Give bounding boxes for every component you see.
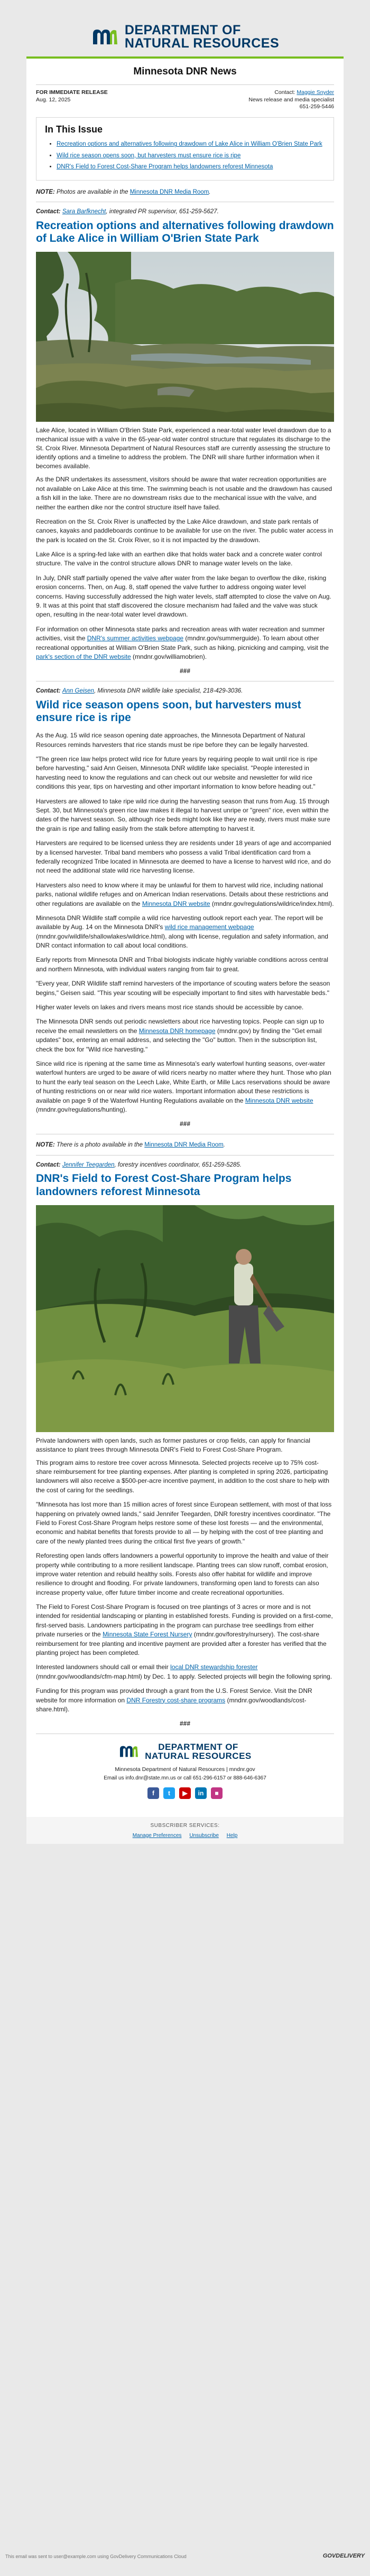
contact-suffix: , Minnesota DNR wildlife lake specialist, 218-429-3036. xyxy=(94,688,243,695)
story3-paragraph xyxy=(36,1687,334,1714)
text-run: (mndnr.gov/woodlands/cost-share.html). xyxy=(36,1696,307,1713)
hunting-regulations-link[interactable]: Minnesota DNR website xyxy=(245,1096,313,1104)
end-marker: ### xyxy=(179,1720,191,1728)
manage-preferences-link[interactable]: Manage Preferences xyxy=(132,1832,182,1839)
toc-item xyxy=(57,152,325,160)
text-run: Minnesota DNR Wildlife staff compile a wild rice harvesting outlook report each year. The report will be available by Aug. 14 on the Minnesota DNR's xyxy=(36,914,323,931)
note-suffix: . xyxy=(223,1142,225,1149)
story1-note: NOTE: Photos are available in the Minnesota DNR Media Room. xyxy=(36,188,211,195)
story2-paragraph xyxy=(36,1059,334,1114)
dnr-logo[interactable] xyxy=(91,24,279,50)
contact-suffix: , forestry incentives coordinator, 651-259-5285. xyxy=(114,1161,242,1168)
story2-paragraph: "The green rice law helps protect wild rice for future years by requiring people to wait until rice is ripe before harvesting," said Ann Geisen, Minnesota DNR wildlife lake specialist. "People interested in harvesting need to know the regulations and can check out our website and newsletter for wild rice conditions this year, tips on harvesting and other important information to know before heading out." xyxy=(36,755,318,791)
newsroom-title: Minnesota DNR News xyxy=(36,59,334,85)
org-line1: DEPARTMENT OF xyxy=(158,1742,238,1753)
subscriber-title: SUBSCRIBER SERVICES: xyxy=(150,1823,220,1829)
footer-contact: Email us info.dnr@state.mn.us or call 651-296-6157 or 888-646-6367 xyxy=(104,1775,266,1782)
release-left xyxy=(36,89,108,111)
tree-planting-photo xyxy=(36,1205,334,1432)
govdelivery-logo[interactable]: GOVDELIVERY xyxy=(322,2553,365,2560)
toc-item xyxy=(57,140,325,149)
text-run: Funding for this program was provided through a grant from the U.S. Forest Service. Visit the DNR website for more information on xyxy=(36,1687,312,1704)
footer xyxy=(36,1734,334,1812)
end-marker: ### xyxy=(179,1120,191,1128)
header xyxy=(26,13,344,56)
contact-suffix: , integrated PR supervisor, 651-259-5627. xyxy=(106,209,219,215)
dnr-homepage-link[interactable]: Minnesota DNR homepage xyxy=(138,1027,216,1035)
text-run: Interested landowners should call or email their xyxy=(36,1663,171,1671)
story1-paragraph: As the DNR undertakes its assessment, visitors should be aware that water recreation opportunities are not available on Lake Alice at this time. The swimming beach is not usable and the drawdown has caused a fish kill in the lake. There are no downstream risks due to the mechanical issue with the valve, and neither the earthen dike nor the control structure itself have failed. xyxy=(36,476,332,511)
release-info xyxy=(36,85,334,115)
stewardship-forester-link[interactable]: local DNR stewardship forester xyxy=(170,1663,258,1671)
toc-link-lake-alice[interactable]: Recreation options and alternatives following drawdown of Lake Alice in William O'Brien State Park xyxy=(57,141,322,148)
twitter-icon[interactable]: t xyxy=(163,1787,175,1799)
end-marker: ### xyxy=(179,667,191,675)
dnr-logo-mark-icon xyxy=(118,1744,140,1759)
release-label: FOR IMMEDIATE RELEASE xyxy=(36,89,108,96)
contact-prefix: Contact: xyxy=(36,1161,62,1168)
org-line2: NATURAL RESOURCES xyxy=(145,1751,252,1761)
story3-title: DNR's Field to Forest Cost-Share Program helps landowners reforest Minnesota xyxy=(36,1172,292,1198)
story3-contact xyxy=(36,1161,334,1169)
media-room-link[interactable]: Minnesota DNR Media Room xyxy=(130,188,209,195)
story2-paragraph: As the Aug. 15 wild rice season opening date approaches, the Minnesota Department of Natural Resources reminds harvesters that rice stands must be ripe before they can be legally harvested. xyxy=(36,732,309,749)
wild-rice-management-link[interactable]: wild rice management webpage xyxy=(164,923,254,931)
summer-activities-link[interactable]: DNR's summer activities webpage xyxy=(87,634,184,642)
release-date: Aug. 12, 2025 xyxy=(36,96,71,103)
story1-contact-link[interactable]: Sara Barfknecht xyxy=(62,209,106,215)
story3-caption: Private landowners with open lands, such as former pastures or crop fields, can apply for financial assistance to plant trees through Minnesota DNR's Field to Forest Cost-Share Program. xyxy=(36,1436,310,1453)
text-run: (mndnr.gov/wildlife/shallowlakes/wildrice.html), along with license, regulation and safety information, and DNR contact information to call about local conditions. xyxy=(36,932,328,950)
story2-contact xyxy=(36,687,334,695)
story3-contact-link[interactable]: Jennifer Teegarden xyxy=(62,1161,115,1168)
govdelivery-bar xyxy=(0,2551,370,2562)
story2-contact-link[interactable]: Ann Geisen xyxy=(62,688,94,695)
story2-paragraph: Higher water levels on lakes and rivers means most rice stands should be accessible by canoe. xyxy=(36,1003,304,1011)
park-section-link[interactable]: park's section of the DNR website xyxy=(36,652,131,660)
email-container xyxy=(26,13,344,1844)
org-line1: DEPARTMENT OF xyxy=(124,23,241,37)
govdelivery-notice: This email was sent to user@example.com using GovDelivery Communications Cloud xyxy=(5,2553,187,2559)
story1-paragraph: Recreation on the St. Croix River is unaffected by the Lake Alice drawdown, and state park rentals of canoes, kayaks and paddleboards continue to be available for use on the river. The public water access in the park is located on the St. Croix River, so it is not impacted by the drawdown. xyxy=(36,517,334,544)
org-line2: NATURAL RESOURCES xyxy=(124,36,280,51)
text-run: (mndnr.gov) by finding the "Get email updates" box, entering an email address, and selecting the "Go" button. Then in the subscription list, check the box for "Wild rice harvesting." xyxy=(36,1027,322,1053)
story1-paragraph xyxy=(36,625,334,662)
dnr-wordmark xyxy=(125,24,279,50)
facebook-icon[interactable]: f xyxy=(147,1787,159,1799)
toc-link-wild-rice[interactable]: Wild rice season opens soon, but harvesters must ensure rice is ripe xyxy=(57,152,241,159)
footer-wordmark xyxy=(145,1742,252,1760)
contact-phone: 651-259-5446 xyxy=(299,103,334,110)
contact-label: Contact: xyxy=(274,89,295,96)
story3-paragraph: Reforesting open lands offers landowners a powerful opportunity to improve the health and value of their property while contributing to a more resilient landscape. Planting trees can slow runoff, combat erosion, improve water retention and rebuild healthy soils. Forests also offer habitat for wildlife and improve resilience to drought and flooding. For private landowners, transforming open land to forests can also increase property value, offer future timber income and create recreational opportunities. xyxy=(36,1552,329,1596)
text-run: (mndnr.gov/williamobrien). xyxy=(131,652,207,660)
story2-paragraph xyxy=(36,881,334,908)
text-run: (mndnr.gov/woodlands/cfm-map.html) by Dec. 1 to apply. Selected projects will begin the following spring. xyxy=(36,1672,332,1680)
story2-paragraph: Harvesters are required to be licensed unless they are residents under 18 years of age and accompanied by a licensed harvester. Tribal band members who possess a valid Tribal identification card from a federally recognized Tribe located in Minnesota are deemed to have a license to harvest wild rice, and do not need the additional state wild rice harvesting license. xyxy=(36,839,331,875)
help-link[interactable]: Help xyxy=(226,1832,238,1839)
subscriber-links xyxy=(26,1832,344,1840)
instagram-icon[interactable]: ■ xyxy=(211,1787,223,1799)
story3-paragraph xyxy=(36,1603,334,1658)
story3-paragraph: This program aims to restore tree cover across Minnesota. Selected projects receive up to 75% cost-share reimbursement for tree planting expenses. After planting is completed in spring 2026, participating landowners will also receive a $500-per-acre incentive payment, in addition to the cost share to help with the cost of caring for the seedlings. xyxy=(36,1459,329,1494)
subscriber-services xyxy=(26,1817,344,1843)
story2-paragraph xyxy=(36,914,334,951)
text-run: Since wild rice is ripening at the same time as Minnesota's early waterfowl hunting seasons, over-water waterfowl hunters are urged to be aware of wild ricers nearby no matter where they hunt. Those who plan to hunt the early teal season on the Leech Lake, White Earth, or Mille Lacs reservations should be aware of hunting restrictions on or near wild rice waters. Important information about these restrictions is available on page 9 of the Waterfowl Hunting Regulations available on the xyxy=(36,1059,331,1104)
text-run: The Minnesota DNR sends out periodic newsletters about rice harvesting topics. People can sign up to receive the email newsletters on the xyxy=(36,1018,324,1035)
story2-paragraph: Early reports from Minnesota DNR and Tribal biologists indicate highly variable conditions across central and northern Minnesota, with individual waters ranging from fair to great. xyxy=(36,956,328,973)
text-run: (mndnr.gov/regulations/wildrice/index.html). xyxy=(210,899,334,907)
media-room-link[interactable]: Minnesota DNR Media Room xyxy=(144,1142,224,1149)
story3-paragraph xyxy=(36,1663,334,1681)
story1-paragraph: In July, DNR staff partially opened the valve after water from the lake began to overflow the dike, risking erosion concerns. Then, on Aug. 8, staff opened the valve further to address ongoing water level concerns. Having successfully addressed the high water levels, staff attempted to close the valve on Aug. 9. It was at this point that staff discovered the closure mechanism had failed and the valve was stuck open, resulting in the near-total water level drawdown. xyxy=(36,574,331,619)
contact-prefix: Contact: xyxy=(36,209,62,215)
story3-note: NOTE: There is a photo available in the Minnesota DNR Media Room. xyxy=(36,1142,225,1149)
contact-prefix: Contact: xyxy=(36,688,62,695)
story2-paragraph: Harvesters are allowed to take ripe wild rice during the harvesting season that runs from Aug. 15 through Sept. 30, but Minnesota's green rice law makes it illegal to harvest unripe or "green" rice, even within the dates of the harvest season. So, although rice beds might look like they are ready, rivers must make sure the grain is ripe and falling easily from the stalk before attempting to harvest it. xyxy=(36,797,330,832)
text-run: (mndnr.gov/summerguide). To learn about other recreational opportunities at William O'Brien State Park, such as hiking, picnicking and camping, visit the xyxy=(36,634,329,651)
story1-paragraph: Lake Alice is a spring-fed lake with an earthen dike that holds water back and a concrete water control structure. The valve in the control structure allows DNR to manage water levels on the lake. xyxy=(36,551,322,567)
footer-address: Minnesota Department of Natural Resources | mndnr.gov xyxy=(115,1766,255,1773)
story2-paragraph xyxy=(36,1017,334,1054)
text-run: (mndnr.gov/forestry/nursery). The cost-share reimbursement for tree planting and incentive payment are provided after a forester has verified that the planting project has been completed. xyxy=(36,1631,327,1657)
story1-title: Recreation options and alternatives following drawdown of Lake Alice in William O'Brien State Park xyxy=(36,219,334,245)
unsubscribe-link[interactable]: Unsubscribe xyxy=(189,1832,219,1839)
story2-paragraph: "Every year, DNR Wildlife staff remind harvesters of the importance of scouting waters before the season begins," Geisen said. "This year scouting will be especially important to find sites with harvestable beds." xyxy=(36,980,330,997)
social-links xyxy=(36,1787,334,1799)
dnr-regulations-link[interactable]: Minnesota DNR website xyxy=(142,899,210,907)
cost-share-programs-link[interactable]: DNR Forestry cost-share programs xyxy=(126,1696,226,1704)
text-run: Harvesters also need to know where it may be unlawful for them to harvest wild rice, including national parks, national wildlife refuges and on American Indian reservations. Details about these restrictions and other regulations are available on the xyxy=(36,881,328,907)
linkedin-icon[interactable]: in xyxy=(195,1787,207,1799)
table-of-contents xyxy=(36,117,334,181)
youtube-icon[interactable]: ▶ xyxy=(179,1787,191,1799)
contact-title: News release and media specialist xyxy=(248,96,334,103)
toc-item xyxy=(57,163,325,172)
text-run: For information on other Minnesota state parks and recreation areas with water recreation and summer activities, visit the xyxy=(36,625,325,642)
story1-contact xyxy=(36,207,334,216)
toc-heading: In This Issue xyxy=(45,124,103,135)
toc-link-field-to-forest[interactable]: DNR's Field to Forest Cost-Share Program helps landowners reforest Minnesota xyxy=(57,164,273,171)
content xyxy=(26,59,344,1817)
dnr-logo-mark-icon xyxy=(91,26,119,48)
story2-title: Wild rice season opens soon, but harvesters must ensure rice is ripe xyxy=(36,698,301,724)
lake-alice-photo xyxy=(36,252,334,422)
contact-name-link[interactable]: Maggie Snyder xyxy=(297,89,334,96)
state-forest-nursery-link[interactable]: Minnesota State Forest Nursery xyxy=(103,1631,192,1639)
divider xyxy=(36,1155,334,1156)
note-suffix: . xyxy=(209,188,211,195)
release-right xyxy=(248,89,334,111)
footer-dnr-logo[interactable] xyxy=(36,1742,334,1760)
text-run: (mndnr.gov/regulations/hunting). xyxy=(36,1105,127,1113)
story3-paragraph: "Minnesota has lost more than 15 million acres of forest since European settlement, with most of that loss happening on privately owned lands," said Jennifer Teegarden, DNR forestry incentives coordinator. "The Field to Forest Cost-Share Program helps restore some of these lost forests — and the environmental, economic and habitat benefits that forests provide to all — by helping with the cost of tree planting and care of the newly planted trees during the critical first five years of growth." xyxy=(36,1501,332,1545)
story1-caption: Lake Alice, located in William O'Brien State Park, experienced a near-total water level drawdown due to a mechanical issue with a valve in the 65-year-old water control structure that regulates its discharge to the St. Croix River. Minnesota Department of Natural Resources staff are currently assessing the structure to identify options and a timeline to address the problem. The DNR will share further information when it becomes available. xyxy=(36,427,331,470)
text-run: The Field to Forest Cost-Share Program is focused on tree plantings of 3 acres or more and is not intended for residential landscaping or planting in established forests. Funding is provided on a first-come, first-served basis. Landowners participating in the program can purchase tree seedlings from either private nurseries or the xyxy=(36,1603,333,1639)
